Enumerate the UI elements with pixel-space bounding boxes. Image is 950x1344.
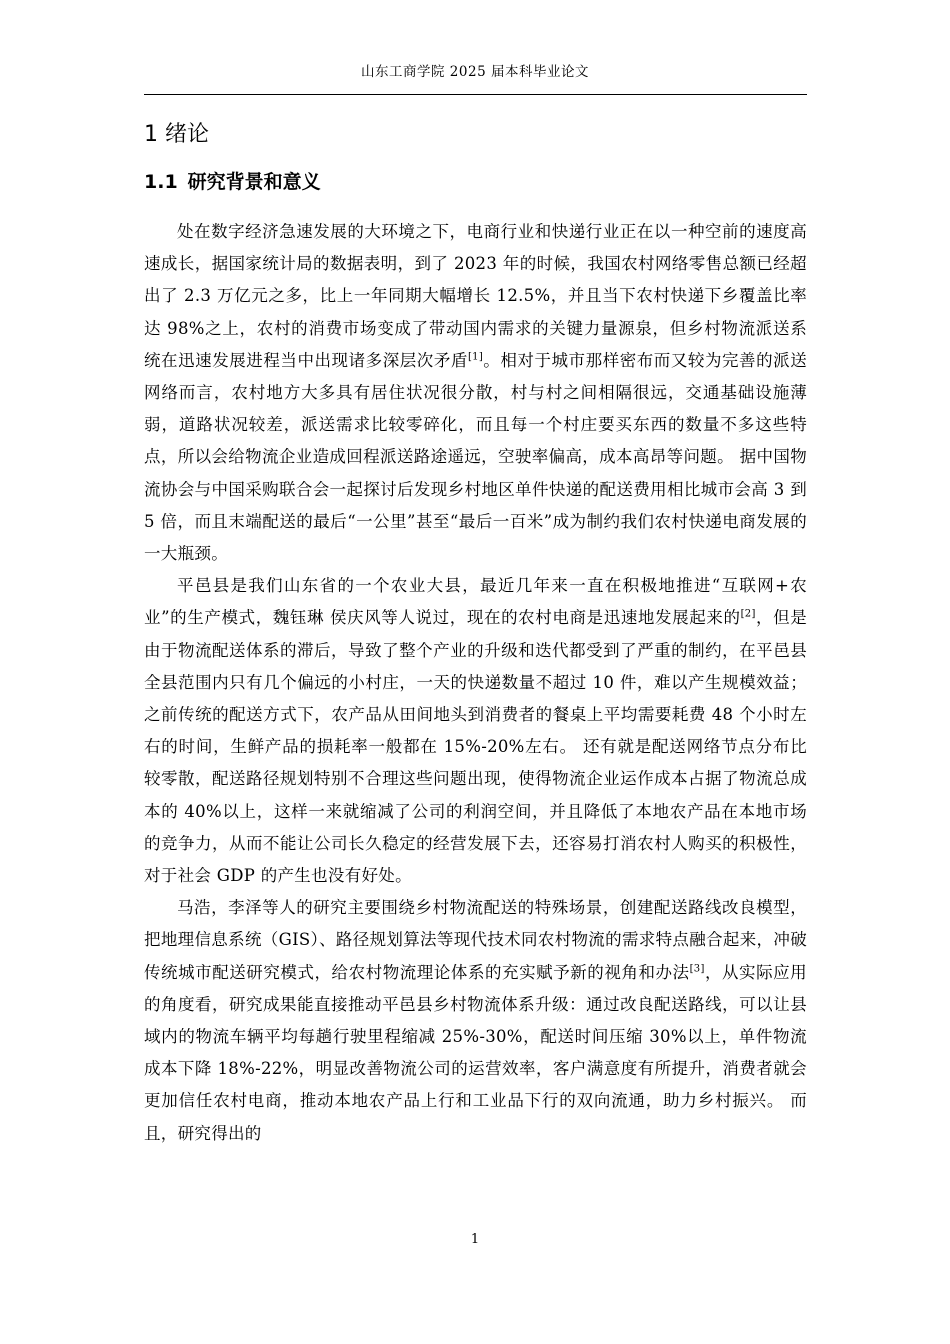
paragraph-text: ，但是由于物流配送体系的滞后，导致了整个产业的升级和迭代都受到了严重的制约，在平邑县全县范围内只有几个偏远的小村庄，一天的快递数量不超过 10 件，难以产生规模效益；之前传统的配送方式下，农产品从田间地头到消费者的餐桌上平均需要耗费 48 个小时左右的时间，生鲜产品的损耗率一般都在 15%-20%左右。 还有就是配送网络节点分布比较零散，配送路径规划特别不合理这些问题出现，使得物流企业运作成本占据了物流总成本的 40%以上，这样一来就缩减了公司的利润空间，并且降低了本地农产品在本地市场的竞争力，从而不能让公司长久稳定的经营发展下去，还容易打消农村人购买的积极性，对于社会 GDP 的产生也没有好处。: [144, 608, 807, 886]
page-number: 1: [470, 1232, 480, 1247]
paragraph-text: ，从实际应用的角度看，研究成果能直接推动平邑县乡村物流体系升级：通过改良配送路线，可以让县域内的物流车辆平均每趟行驶里程缩减 25%-30%，配送时间压缩 30%以上，单件物流成本下降 18%-22%，明显改善物流公司的运营效率，客户满意度有所提升，消费者就会更加信任农村电商，推动本地农产品上行和工业品下行的双向流通，助力乡村振兴。 而且，研究得出的: [144, 962, 807, 1143]
paragraph-text: 。相对于城市那样密布而又较为完善的派送网络而言，农村地方大多具有居住状况很分散，村与村之间相隔很远，交通基础设施薄弱，道路状况较差，派送需求比较零碎化，而且每一个村庄要买东西的数量不多这些特点，所以会给物流企业造成回程派送路途遥远，空驶率偏高，成本高昂等问题。 据中国物流协会与中国采购联合会一起探讨后发现乡村地区单件快递的配送费用相比城市会高 3 到 5 倍，而且末端配送的最后“一公里”甚至“最后一百米”成为制约我们农村快递电商发展的一大瓶颈。: [144, 350, 808, 564]
header-rule: [144, 94, 807, 95]
citation-marker[interactable]: [1]: [467, 351, 484, 363]
paragraph-3: [144, 892, 807, 1150]
chapter-heading: 1 绪论: [144, 122, 209, 147]
paragraph-text: 处在数字经济急速发展的大环境之下，电商行业和快递行业正在以一种空前的速度高速成长，据国家统计局的数据表明，到了 2023 年的时候，我国农村网络零售总额已经超出了 2.3 万亿元之多，比上一年同期大幅增长 12.5%，并且当下农村快递下乡覆盖比率达 98%之上，农村的消费市场变成了带动国内需求的关键力量源泉，但乡村物流派送系统在迅速发展进程当中出现诸多深层次矛盾: [144, 222, 807, 370]
paragraph-text: 马浩，李泽等人的研究主要围绕乡村物流配送的特殊场景，创建配送路线改良模型，把地理信息系统（GIS）、路径规划算法等现代技术同农村物流的需求特点融合起来，冲破传统城市配送研究模式，给农村物流理论体系的充实赋予新的视角和办法: [144, 898, 807, 982]
section-heading: [144, 166, 321, 198]
citation-marker[interactable]: [3]: [689, 963, 705, 975]
section-title: 研究背景和意义: [187, 171, 321, 193]
section-number: 1.1: [144, 171, 178, 193]
paragraph-text: 平邑县是我们山东省的一个农业大县，最近几年来一直在积极地推进“互联网+农业”的生产模式，魏钰琳 侯庆风等人说过，现在的农村电商是迅速地发展起来的: [144, 576, 807, 628]
paragraph-1: [144, 216, 807, 570]
citation-marker[interactable]: [2]: [740, 608, 756, 620]
paragraph-2: [144, 570, 807, 892]
running-header: 山东工商学院 2025 届本科毕业论文: [361, 64, 589, 80]
body-text: [144, 216, 807, 1150]
